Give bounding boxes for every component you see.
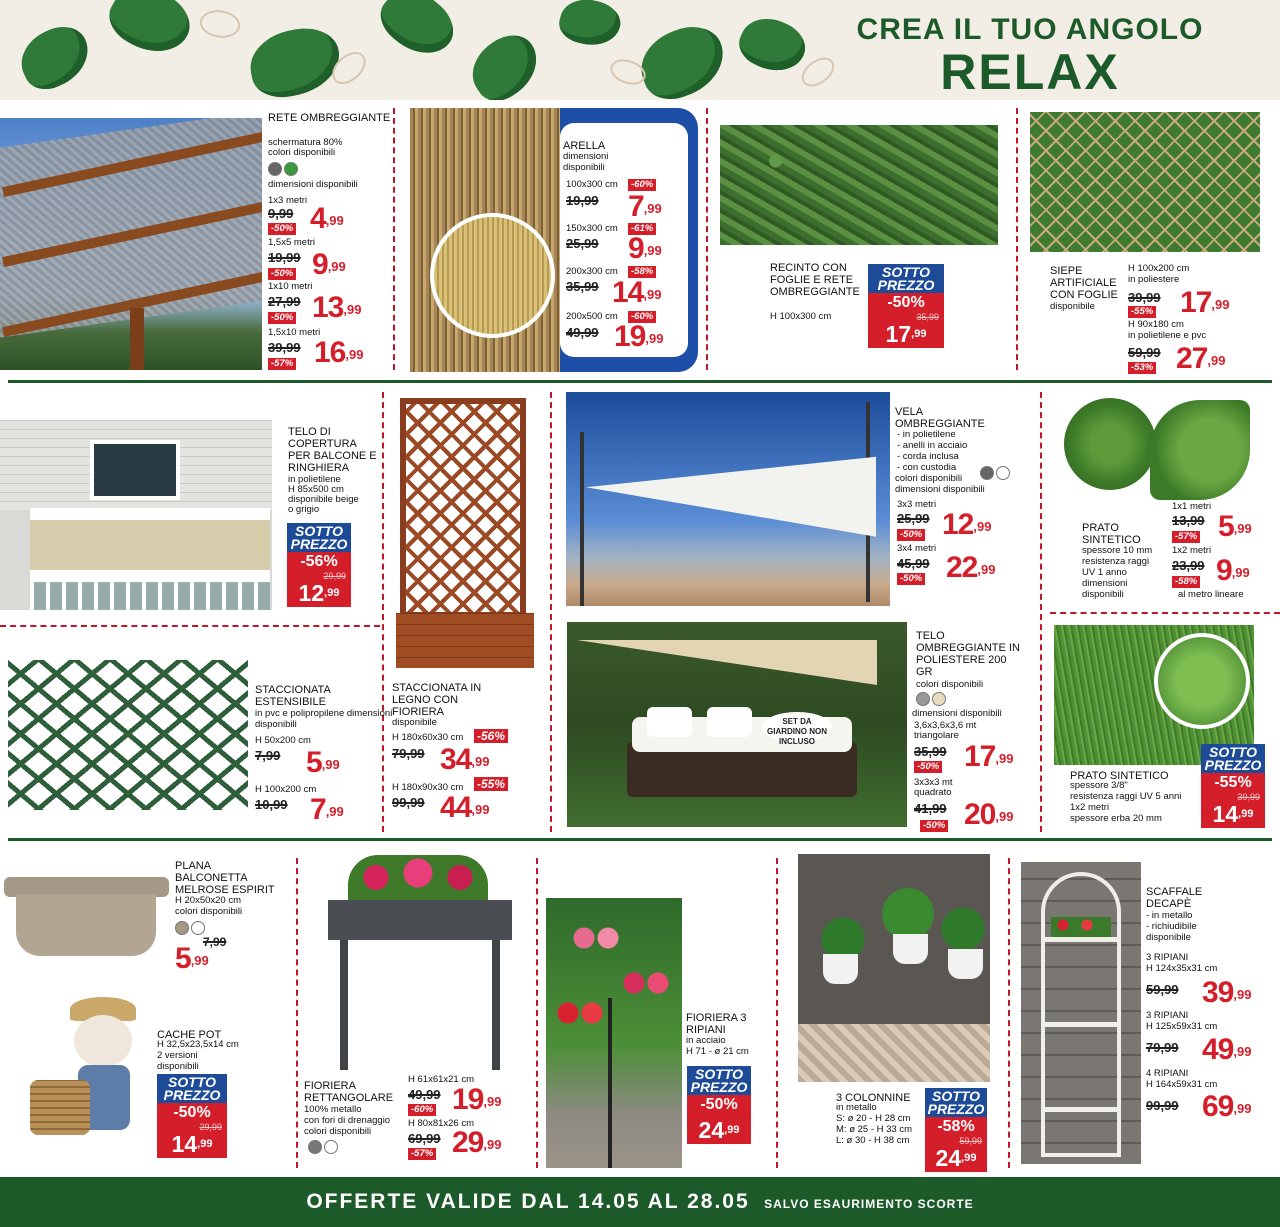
product-desc: spessore 10 mm: [1082, 545, 1153, 556]
leaf-decoration: [732, 9, 812, 82]
product-desc: dimensioni disponibili: [268, 179, 358, 190]
old-price: 41,99: [914, 801, 947, 816]
size-label: 3 RIPIANI: [1146, 1010, 1189, 1021]
new-price: $17^{,99}$: [1180, 286, 1230, 319]
footer-note: SALVO ESAURIMENTO SCORTE: [764, 1197, 974, 1211]
product-desc: M: ø 25 - H 33 cm: [836, 1124, 913, 1135]
product-name: TELO OMBREGGIANTE IN POLIESTERE 200 GR: [916, 630, 1020, 678]
new-price: $14^{,99}$: [612, 276, 662, 309]
color-swatch-green[interactable]: [284, 162, 298, 176]
balcony-planter-image: [4, 872, 169, 962]
size-label: 1x2 metri: [1172, 545, 1212, 556]
shade-sail-image: [566, 392, 890, 606]
color-swatch-white[interactable]: [324, 1140, 338, 1154]
product-name: STACCIONATA ESTENSIBILE: [255, 684, 331, 708]
discount-badge: -50%: [897, 529, 925, 541]
new-price: $12^{,99}$: [942, 508, 992, 541]
size-label: 1,5x10 metri: [268, 327, 321, 338]
new-price: $7^{,99}$: [628, 190, 662, 223]
product-name: PRATO SINTETICO: [1082, 522, 1141, 546]
product-desc: colori disponibili: [304, 1126, 372, 1137]
garden-sail-image: [567, 622, 907, 827]
discount-badge: -50%: [268, 223, 296, 235]
product-name: TELO DI COPERTURA PER BALCONE E RINGHIERA: [288, 426, 377, 474]
wooden-trellis-image: [396, 398, 534, 668]
size-label: H 100x200 cm: [1128, 263, 1190, 274]
discount-badge: -61%: [628, 223, 656, 235]
size-label: 3 RIPIANI: [1146, 952, 1189, 963]
discount-badge: -55%: [474, 777, 508, 791]
size-label: 3,6x3,6x3,6 mt: [914, 720, 977, 731]
new-price: $34^{,99}$: [440, 743, 490, 776]
color-swatch-beige[interactable]: [932, 692, 946, 706]
product-desc: S: ø 20 - H 28 cm: [836, 1113, 911, 1124]
leaf-decoration: [461, 25, 550, 100]
new-price: $69^{,99}$: [1202, 1090, 1252, 1123]
new-price: $4^{,99}$: [310, 202, 344, 235]
old-price: 23,99: [1172, 558, 1205, 573]
divider: [393, 108, 395, 370]
product-desc: 2 versioni: [157, 1050, 198, 1061]
discount-badge: -50%: [914, 761, 942, 773]
size-label: 1x3 metri: [268, 195, 308, 206]
artificial-grass-roll-image: [1060, 392, 1256, 502]
leaf-decoration: [631, 17, 733, 100]
old-price: 13,99: [1172, 513, 1205, 528]
product-desc: disponibili: [1082, 589, 1124, 600]
size-sub: in polietilene e pvc: [1128, 330, 1207, 341]
new-price: $5^{,99}$: [175, 942, 209, 975]
size-label: 200x300 cm: [566, 266, 618, 277]
new-price: $9^{,99}$: [628, 232, 662, 265]
product-desc: H 20x50x20 cm: [175, 895, 242, 906]
product-desc: disponibile: [392, 717, 437, 728]
product-desc: 1x2 metri: [1070, 802, 1110, 813]
product-desc: disponibili: [157, 1061, 199, 1072]
product-desc: disponibile beige: [288, 494, 359, 505]
product-desc: con fori di drenaggio: [304, 1115, 391, 1126]
product-desc: in acciaio: [686, 1035, 726, 1046]
discount-badge: -53%: [1128, 362, 1156, 374]
discount-badge: -60%: [408, 1104, 436, 1116]
three-tier-planter-image: [546, 898, 682, 1168]
size-sub: H 125x59x31 cm: [1146, 1021, 1218, 1032]
divider: [296, 858, 298, 1168]
product-desc: spessore 3/8": [1070, 780, 1128, 791]
product-desc: o grigio: [288, 504, 320, 515]
old-price: 19,99: [268, 250, 301, 265]
product-desc: dimensioni disponibili: [563, 151, 609, 173]
product-name: SCAFFALE DECAPÈ: [1146, 886, 1203, 910]
plant-stands-image: [798, 854, 990, 1082]
product-name: VELA OMBREGGIANTE: [895, 406, 985, 430]
old-price: 49,99: [566, 325, 599, 340]
product-name: SIEPE ARTIFICIALE CON FOGLIE: [1050, 265, 1118, 301]
header-line2: RELAX: [940, 44, 1120, 100]
hedge-image: [1030, 112, 1260, 252]
new-price: $22^{,99}$: [946, 551, 996, 584]
new-price: $9^{,99}$: [312, 248, 346, 281]
product-desc: H 32,5x23,5x14 cm: [157, 1039, 239, 1050]
leaf-decoration: [245, 23, 345, 100]
size-label: 200x500 cm: [566, 311, 618, 322]
feature: - in polietilene: [897, 429, 956, 440]
old-price: 49,99: [408, 1087, 441, 1102]
size-label: 100x300 cm: [566, 179, 618, 190]
product-name: FIORIERA 3 RIPIANI: [686, 1012, 747, 1036]
sotto-prezzo-badge: SOTTO PREZZO -56% 29,99 $12^{,99}$: [287, 523, 351, 607]
sotto-prezzo-badge: SOTTO PREZZO -58% 59,99 $24^{,99}$: [925, 1088, 987, 1172]
product-desc: disponibile: [1050, 301, 1095, 312]
new-price: $20^{,99}$: [964, 798, 1014, 831]
garden-set-note: SET DA GIARDINO NON INCLUSO: [762, 712, 832, 742]
product-name: STACCIONATA IN LEGNO CON FIORIERA: [392, 682, 482, 718]
old-price: 99,99: [1146, 1098, 1179, 1113]
discount-badge: -50%: [268, 312, 296, 324]
balcony-cover-image: [0, 420, 272, 610]
product-desc: dimensioni disponibili: [895, 484, 985, 495]
discount-badge: -55%: [1128, 306, 1156, 318]
product-desc: dimensioni disponibili: [912, 708, 1002, 719]
product-name: 3 COLONNINE: [836, 1092, 911, 1104]
old-price: 35,99: [914, 744, 947, 759]
size-label: H 80x81x26 cm: [408, 1118, 475, 1129]
discount-badge: -50%: [920, 820, 948, 832]
product-desc: in pvc e polipropilene dimensioni disponibili: [255, 708, 393, 730]
row-separator: [8, 380, 1272, 383]
old-price: 25,99: [897, 511, 930, 526]
size-sub: quadrato: [914, 787, 952, 798]
shade-net-image: [0, 118, 262, 370]
divider: [382, 392, 384, 832]
old-price: 45,99: [897, 556, 930, 571]
new-price: $9^{,99}$: [1216, 554, 1250, 587]
leaf-decoration: [555, 0, 625, 52]
product-desc: schermatura 80%: [268, 137, 343, 148]
footer-banner: [0, 1177, 1280, 1227]
new-price: $44^{,99}$: [440, 791, 490, 824]
size-label: H 100x200 cm: [255, 784, 317, 795]
color-swatch-grey[interactable]: [268, 162, 282, 176]
new-price: $7^{,99}$: [310, 793, 344, 826]
color-swatch-taupe[interactable]: [175, 921, 189, 935]
product-name: RETE OMBREGGIANTE: [268, 112, 391, 124]
divider: [706, 108, 708, 370]
feature: - con custodia: [897, 462, 957, 473]
leaf-decoration: [371, 0, 464, 68]
note: al metro lineare: [1178, 589, 1244, 600]
old-price: 25,99: [566, 236, 599, 251]
size-label: H 61x61x21 cm: [408, 1074, 475, 1085]
expandable-fence-image: [8, 660, 248, 810]
size-label: 3x3 metri: [897, 499, 937, 510]
discount-badge: -57%: [408, 1148, 436, 1160]
feature: - anelli in acciaio: [897, 440, 968, 451]
old-price: 59,99: [1128, 345, 1161, 360]
sketch-leaf: [196, 4, 243, 44]
discount-badge: -58%: [628, 266, 656, 278]
divider: [550, 392, 552, 832]
product-desc: colori disponibili: [268, 147, 336, 158]
size-label: H 180x90x30 cm: [392, 782, 464, 793]
old-price: 99,99: [392, 795, 425, 810]
product-desc: colori disponibili: [895, 473, 963, 484]
divider: [0, 625, 380, 627]
product-name: FIORIERA RETTANGOLARE: [304, 1080, 394, 1104]
product-desc: H 100x300 cm: [770, 311, 832, 322]
size-label: 4 RIPIANI: [1146, 1068, 1189, 1079]
color-swatch-grey[interactable]: [916, 692, 930, 706]
size-label: H 50x200 cm: [255, 735, 311, 746]
color-swatch-white[interactable]: [191, 921, 205, 935]
product-desc: spessore erba 20 mm: [1070, 813, 1162, 824]
old-price: 79,99: [1146, 1040, 1179, 1055]
discount-badge: -50%: [897, 573, 925, 585]
header-banner: [0, 0, 1280, 100]
divider: [1040, 392, 1042, 832]
old-price: 79,99: [392, 746, 425, 761]
feature: disponibile: [1146, 932, 1191, 943]
size-label: 150x300 cm: [566, 223, 618, 234]
size-sub: H 164x59x31 cm: [1146, 1079, 1218, 1090]
sotto-prezzo-badge: SOTTO PREZZO -50% 35,99 $17^{,99}$: [868, 264, 944, 348]
new-price: $16^{,99}$: [314, 336, 364, 369]
old-price: 27,99: [268, 294, 301, 309]
new-price: $49^{,99}$: [1202, 1033, 1252, 1066]
discount-badge: -60%: [628, 311, 656, 323]
product-desc: H 71 - ø 21 cm: [686, 1046, 749, 1057]
old-price: 35,99: [566, 279, 599, 294]
product-name: CACHE POT: [157, 1029, 222, 1041]
feature: - corda inclusa: [897, 451, 959, 462]
product-desc: colori disponibili: [175, 906, 243, 917]
old-price: 10,99: [255, 797, 288, 812]
old-price: 9,99: [268, 206, 294, 221]
size-label: 3x3x3 mt: [914, 777, 953, 788]
product-desc: dimensioni: [1082, 578, 1128, 589]
product-desc: L: ø 30 - H 38 cm: [836, 1135, 910, 1146]
old-price: 59,99: [1146, 982, 1179, 997]
old-price: 19,99: [566, 193, 599, 208]
feature: - richiudibile: [1146, 921, 1197, 932]
sotto-prezzo-badge: SOTTO PREZZO -50% 29,99 $14^{,99}$: [157, 1074, 227, 1158]
old-price: 39,99: [268, 340, 301, 355]
product-name: RECINTO CON FOGLIE E RETE OMBREGGIANTE: [770, 262, 860, 298]
new-price: $19^{,99}$: [614, 320, 664, 353]
product-desc: colori disponibili: [916, 679, 984, 690]
sketch-leaf: [797, 54, 840, 91]
rectangular-planter-image: [328, 855, 512, 1070]
discount-badge: -57%: [268, 358, 296, 370]
old-price: 7,99: [255, 748, 281, 763]
sotto-prezzo-badge: SOTTO PREZZO -50% $24^{,99}$: [687, 1066, 751, 1144]
color-swatch-grey[interactable]: [308, 1140, 322, 1154]
sotto-prezzo-badge: SOTTO PREZZO -55% 39,99 $14^{,99}$: [1201, 744, 1265, 828]
product-desc: resistenza raggi: [1082, 556, 1150, 567]
new-price: $5^{,99}$: [306, 746, 340, 779]
leaf-decoration: [100, 0, 199, 66]
old-price: 69,99: [408, 1131, 441, 1146]
new-price: $13^{,99}$: [312, 291, 362, 324]
product-name: ARELLA: [563, 140, 606, 152]
product-name: PRATO SINTETICO: [1070, 770, 1169, 782]
discount-badge: -57%: [1172, 531, 1200, 543]
cache-pot-figurine-image: [30, 995, 160, 1155]
product-desc: resistenza raggi UV 5 anni: [1070, 791, 1182, 802]
old-price: 39,99: [1128, 290, 1161, 305]
feature: - in metallo: [1146, 910, 1193, 921]
divider: [1016, 108, 1018, 370]
header-title: [840, 14, 1220, 98]
divider: [1050, 612, 1280, 614]
new-price: $29^{,99}$: [452, 1126, 502, 1159]
product-desc: UV 1 anno: [1082, 567, 1127, 578]
leaf-fence-image: [720, 125, 998, 245]
discount-badge: -56%: [474, 729, 508, 743]
size-sub: triangolare: [914, 730, 959, 741]
size-sub: H 124x35x31 cm: [1146, 963, 1218, 974]
new-price: $5^{,99}$: [1218, 510, 1252, 543]
divider: [776, 858, 778, 1168]
new-price: $19^{,99}$: [452, 1083, 502, 1116]
product-name: PLANA BALCONETTA MELROSE ESPIRIT: [175, 860, 275, 896]
product-desc: 100% metallo: [304, 1104, 362, 1115]
size-label: 1,5x5 metri: [268, 237, 315, 248]
divider: [536, 858, 538, 1168]
size-sub: in poliestere: [1128, 274, 1180, 285]
new-price: $39^{,99}$: [1202, 976, 1252, 1009]
old-price: 7,99: [203, 935, 227, 949]
row-separator: [8, 838, 1272, 841]
size-label: 3x4 metri: [897, 543, 937, 554]
size-label: 1x10 metri: [268, 281, 313, 292]
product-desc: in polietilene: [288, 474, 341, 485]
discount-badge: -58%: [1172, 576, 1200, 588]
divider: [1008, 858, 1010, 1168]
new-price: $27^{,99}$: [1176, 342, 1226, 375]
discount-badge: -50%: [268, 268, 296, 280]
shelf-image: [1021, 862, 1141, 1164]
header-line1: CREA IL TUO ANGOLO: [856, 13, 1204, 46]
size-label: 1x1 metri: [1172, 501, 1212, 512]
product-desc: H 85x500 cm: [288, 484, 344, 495]
size-label: H 180x60x30 cm: [392, 732, 464, 743]
new-price: $17^{,99}$: [964, 740, 1014, 773]
discount-badge: -60%: [628, 179, 656, 191]
footer-validity: OFFERTE VALIDE DAL 14.05 AL 28.05: [306, 1190, 750, 1213]
product-desc: in metallo: [836, 1102, 877, 1113]
size-label: H 90x180 cm: [1128, 319, 1184, 330]
leaf-decoration: [12, 18, 99, 97]
